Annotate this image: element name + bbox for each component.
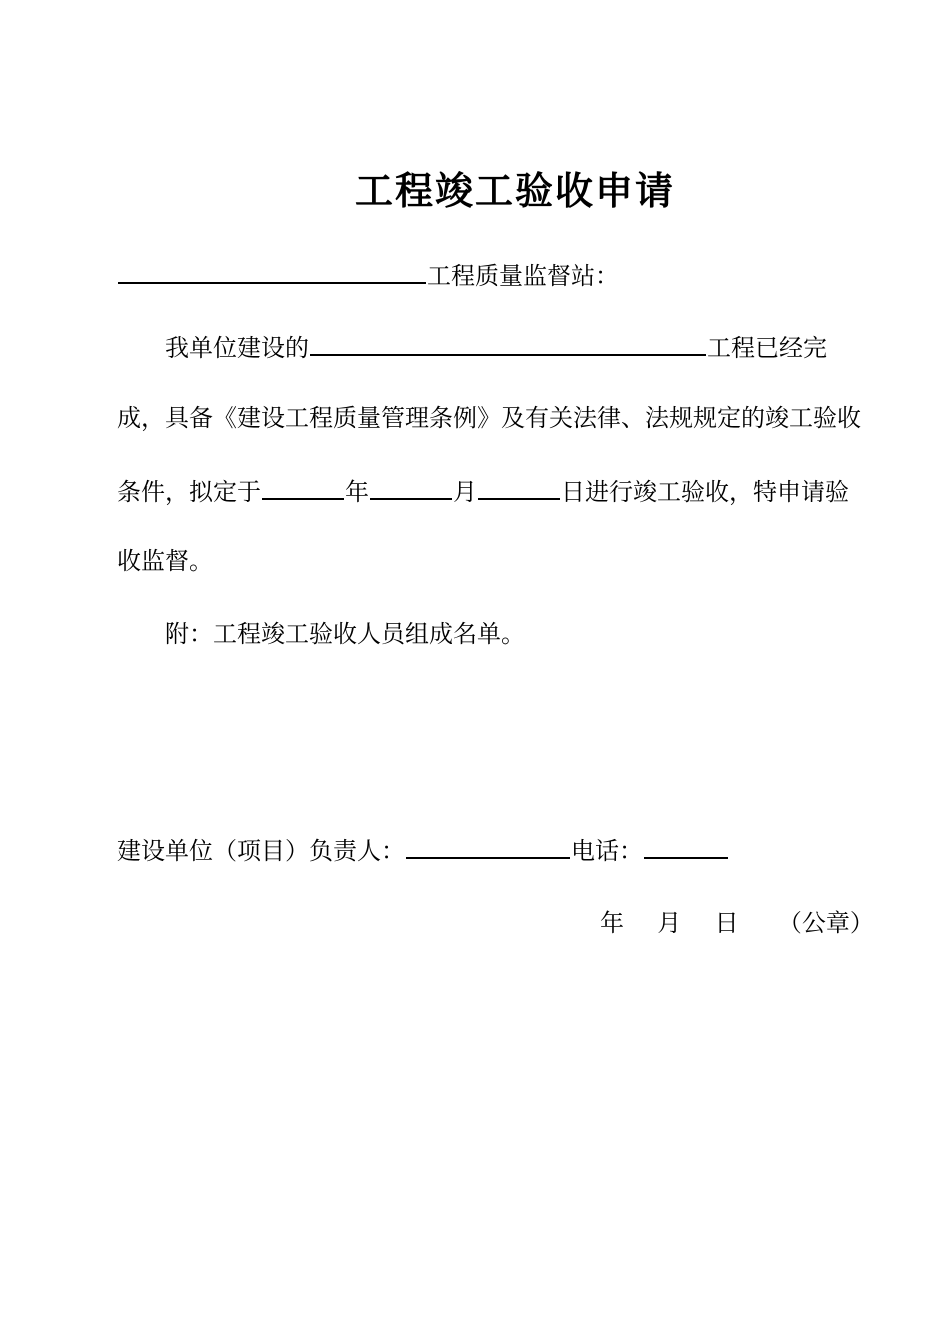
para3-year-label: 年 [345,478,369,506]
phone-blank[interactable] [644,833,728,859]
signature-line [117,833,729,867]
seal-label: （公章） [777,909,874,937]
date-year-label: 年 [600,909,624,937]
para3-month-label: 月 [453,478,477,506]
station-name-blank[interactable] [118,258,426,284]
day-blank[interactable] [478,474,560,500]
paragraph-line-3 [117,474,849,508]
year-blank[interactable] [262,474,344,500]
paragraph-line-2: 成，具备《建设工程质量管理条例》及有关法律、法规规定的竣工验收 [117,404,861,432]
paragraph-line-1 [165,330,827,364]
para1-suffix: 工程已经完 [707,334,827,362]
date-month-label: 月 [657,909,682,937]
attachment-note: 附：工程竣工验收人员组成名单。 [165,620,525,648]
addressee-line [117,258,619,292]
para3-prefix: 条件，拟定于 [117,478,261,506]
responsible-person-blank[interactable] [406,833,570,859]
para1-prefix: 我单位建设的 [165,334,309,362]
paragraph-line-4: 收监督。 [117,547,213,575]
signature-label: 建设单位（项目）负责人： [117,837,405,865]
date-seal-line [600,903,874,938]
project-name-blank[interactable] [310,330,706,356]
date-day-label: 日 [714,909,739,937]
document-title: 工程竣工验收申请 [354,168,675,213]
month-blank[interactable] [370,474,452,500]
phone-label: 电话： [571,837,643,865]
para3-suffix: 日进行竣工验收，特申请验 [561,478,849,506]
addressee-suffix: 工程质量监督站： [427,262,619,290]
